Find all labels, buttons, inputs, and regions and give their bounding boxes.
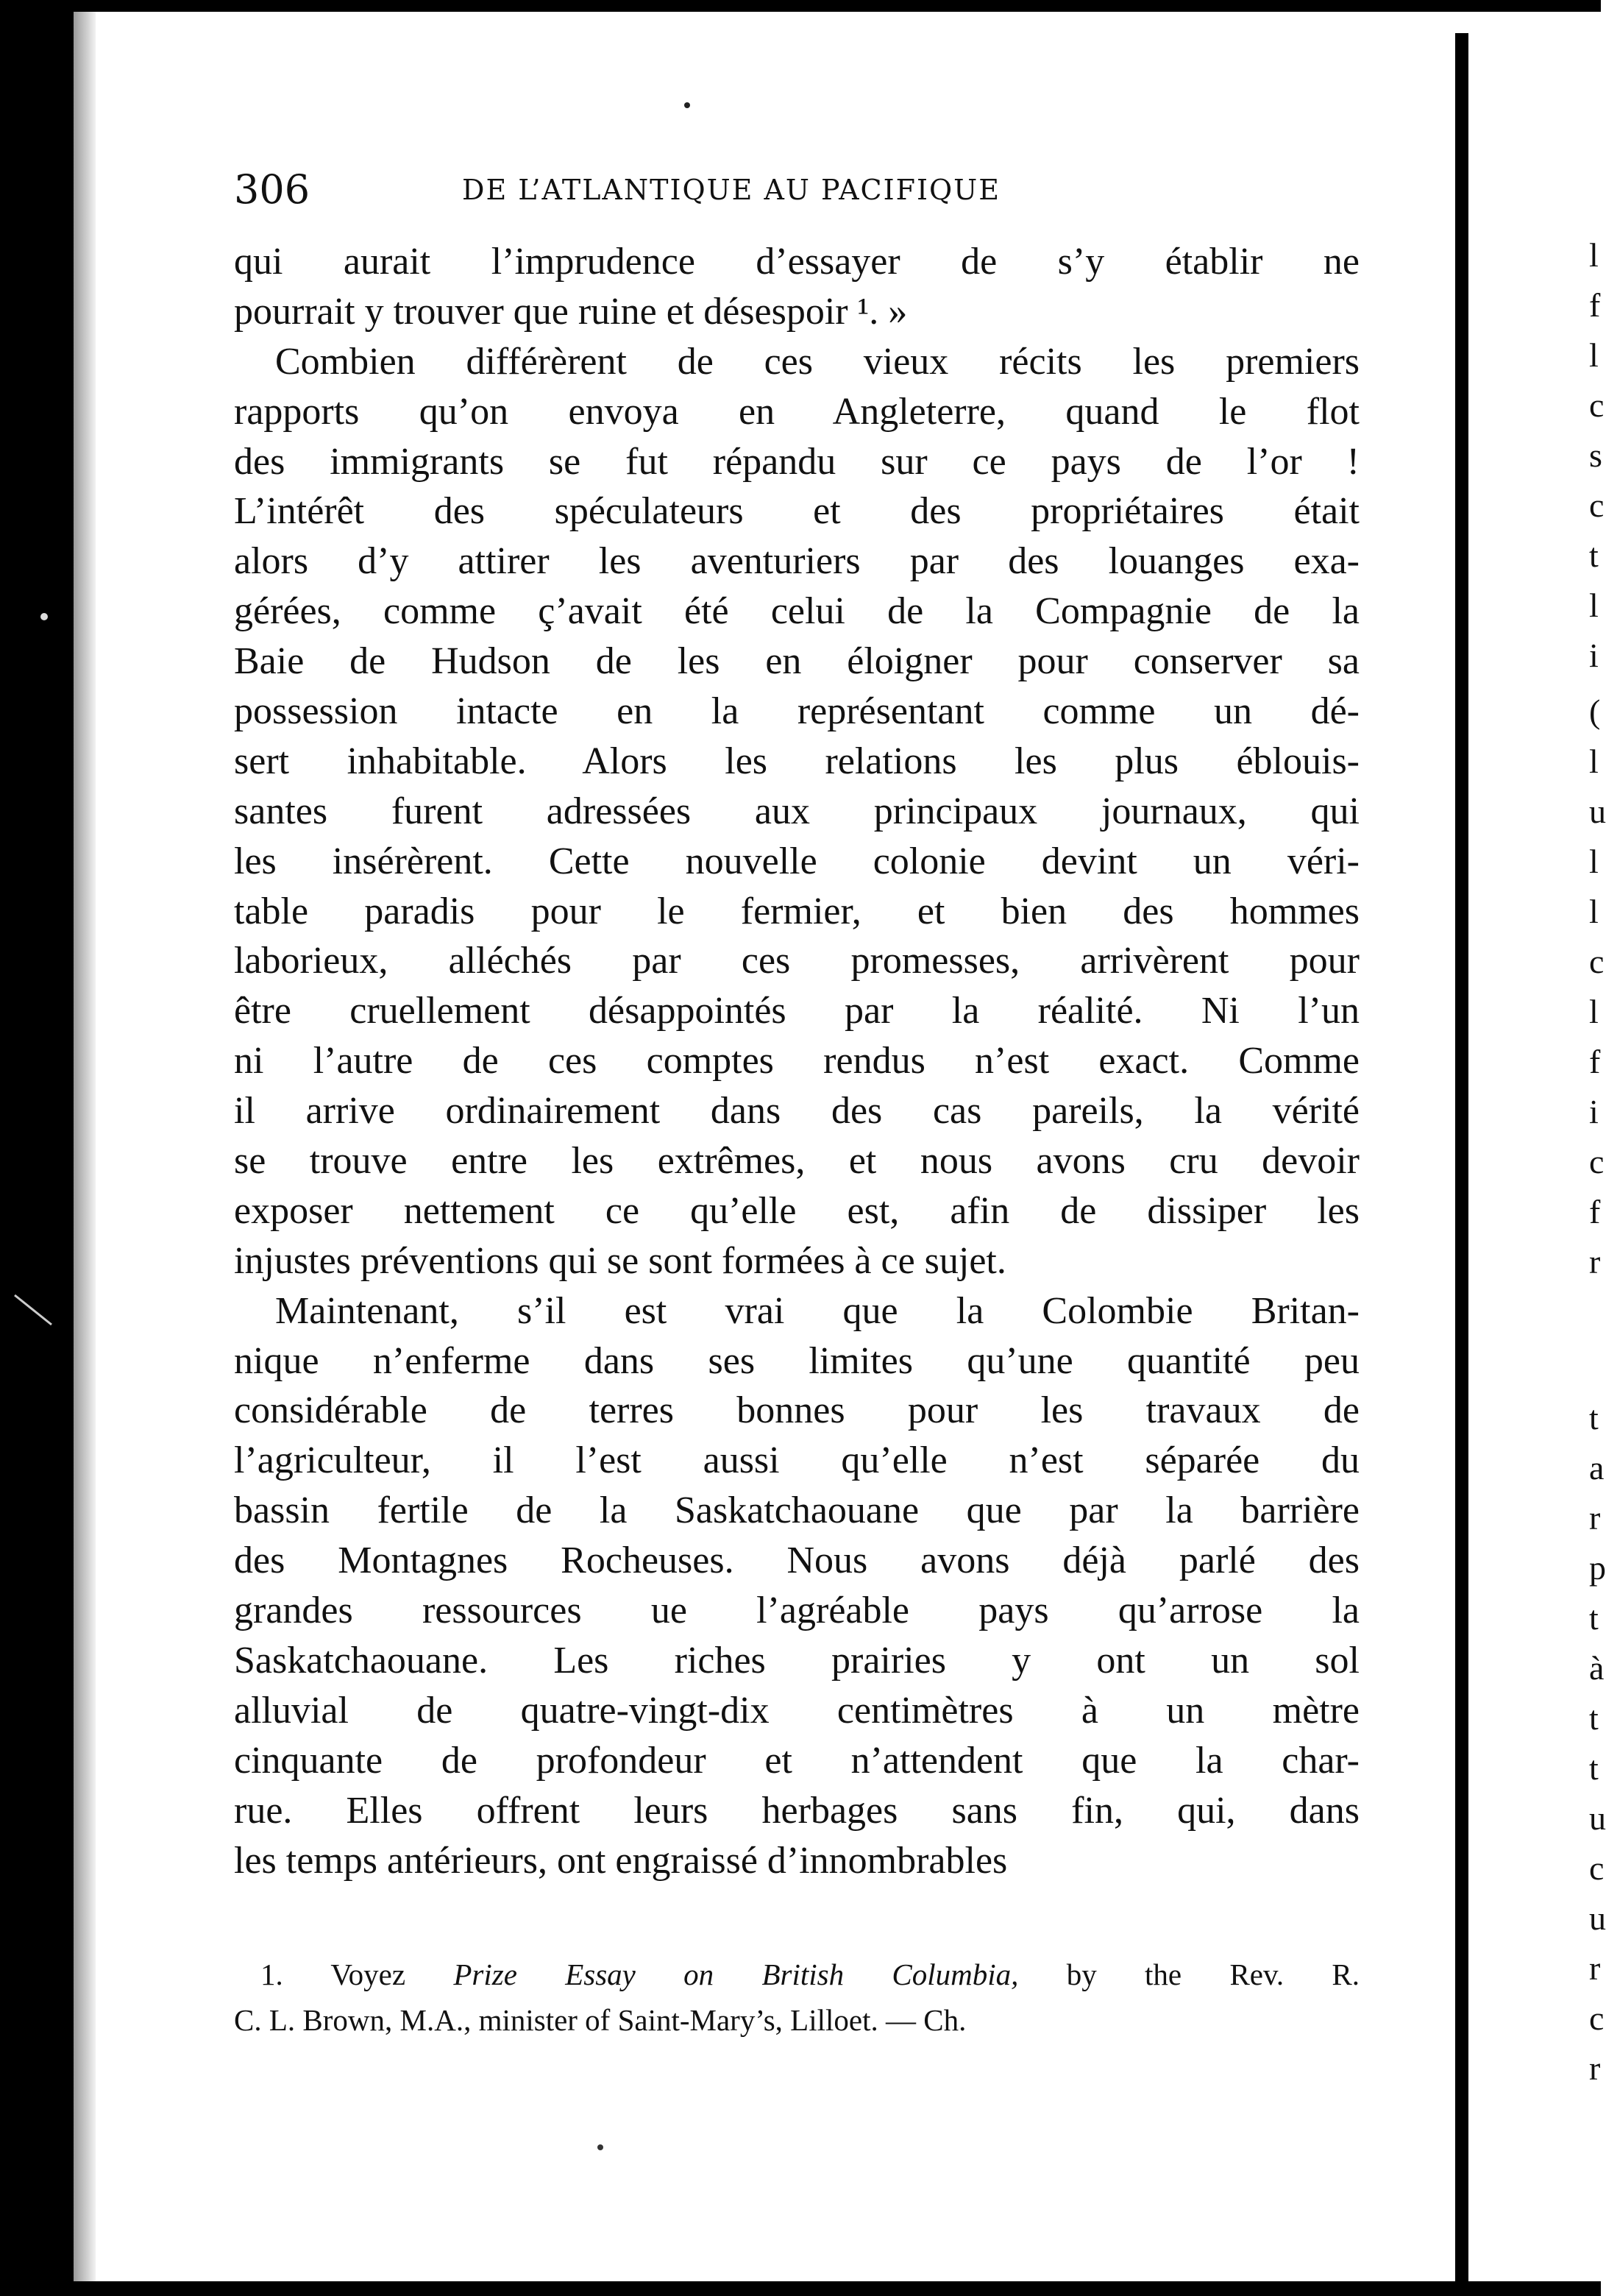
text-line: rue. Elles offrent leurs herbages sans fin, qui, dans (234, 1789, 1360, 1832)
facing-page-char: r (1589, 1243, 1601, 1280)
facing-page-char: t (1589, 1599, 1599, 1637)
facing-page-char: f (1589, 1043, 1601, 1080)
text-line: se trouve entre les extrêmes, et nous avons cru devoir (234, 1140, 1360, 1183)
text-line: l’agriculteur, il l’est aussi qu’elle n’est séparée du (234, 1439, 1360, 1482)
facing-page-char: c (1589, 1143, 1605, 1180)
facing-page-char: s (1589, 436, 1602, 474)
text-line: être cruellement désappointés par la réalité. Ni l’un (234, 990, 1360, 1032)
text-line: pourrait y trouver que ruine et désespoir ¹. » (234, 290, 908, 333)
text-line: des Montagnes Rocheuses. Nous avons déjà parlé des (234, 1539, 1360, 1582)
text-line: sert inhabitable. Alors les relations les plus éblouis- (234, 740, 1360, 782)
text-line: alluvial de quatre-vingt-dix centimètres à un mètre (234, 1689, 1360, 1732)
footnote-text: by the Rev. R. (1018, 1957, 1360, 1991)
running-title: DE L’ATLANTIQUE AU PACIFIQUE (462, 174, 1001, 206)
facing-page-char: f (1589, 286, 1601, 324)
text-line: possession intacte en la représentant comme un dé- (234, 690, 1360, 733)
text-line: exposer nettement ce qu’elle est, afin de dissiper les (234, 1189, 1360, 1232)
facing-page-char: c (1589, 943, 1605, 980)
text-line: ni l’autre de ces comptes rendus n’est exact. Comme (234, 1040, 1360, 1083)
facing-page-char: i (1589, 1093, 1599, 1130)
facing-page-char: l (1589, 236, 1599, 274)
text-line: Baie de Hudson de les en éloigner pour conserver sa (234, 640, 1360, 683)
page-number: 306 (234, 166, 310, 213)
facing-page-char: l (1589, 993, 1599, 1030)
facing-page-char: t (1589, 1699, 1599, 1737)
facing-page-char: r (1589, 1949, 1601, 1987)
facing-page-char: r (1589, 2049, 1601, 2087)
facing-page-char: l (1589, 843, 1599, 880)
facing-page-char: t (1589, 536, 1599, 574)
text-line: grandes ressources ue l’agréable pays qu’arrose la (234, 1590, 1360, 1632)
facing-page-char: t (1589, 1749, 1599, 1787)
facing-page-char: l (1589, 336, 1599, 374)
facing-page-char: c (1589, 386, 1605, 424)
facing-page-char: l (1589, 893, 1599, 930)
text-line: qui aurait l’imprudence d’essayer de s’y établir ne (234, 241, 1360, 283)
facing-page-char: f (1589, 1193, 1601, 1230)
text-line: santes furent adressées aux principaux journaux, qui (234, 790, 1360, 832)
facing-page-char: l (1589, 743, 1599, 780)
facing-page-char: r (1589, 1499, 1601, 1537)
text-line: gérées, comme ç’avait été celui de la Compagnie de la (234, 590, 1360, 633)
facing-page-char: u (1589, 793, 1606, 830)
text-line: laborieux, alléchés par ces promesses, arrivèrent pour (234, 940, 1360, 982)
text-line: cinquante de profondeur et n’attendent que la char- (234, 1739, 1360, 1782)
text-line: des immigrants se fut répandu sur ce pays de l’or ! (234, 440, 1360, 483)
text-line: considérable de terres bonnes pour les travaux de (234, 1389, 1360, 1432)
text-line: nique n’enferme dans ses limites qu’une quantité peu (234, 1339, 1360, 1382)
text-line: bassin fertile de la Saskatchaouane que par la barrière (234, 1489, 1360, 1532)
text-line: table paradis pour le fermier, et bien des hommes (234, 890, 1360, 932)
facing-page-char: p (1589, 1549, 1606, 1587)
text-line: injustes préventions qui se sont formées à ce sujet. (234, 1239, 1006, 1282)
facing-page-char: u (1589, 1799, 1606, 1837)
text-line: Combien différèrent de ces vieux récits les premiers (275, 340, 1360, 383)
facing-page-char: c (1589, 486, 1605, 524)
footnote-italic-title: Prize Essay on British Columbia, (453, 1957, 1019, 1991)
footnote-line: C. L. Brown, M.A., minister of Saint-Mary’s, Lilloet. — Ch. (234, 2003, 967, 2037)
text-line: Maintenant, s’il est vrai que la Colombie Britan- (275, 1289, 1360, 1332)
footnote-text: 1. Voyez (260, 1957, 454, 1991)
facing-page-char: à (1589, 1649, 1605, 1687)
text-line: il arrive ordinairement dans des cas pareils, la vérité (234, 1090, 1360, 1133)
facing-page-char: c (1589, 1849, 1605, 1887)
text-line: L’intérêt des spéculateurs et des propriétaires était (234, 490, 1360, 533)
text-line: les insérèrent. Cette nouvelle colonie devint un véri- (234, 840, 1360, 882)
facing-page-char: t (1589, 1399, 1599, 1436)
facing-page-char: l (1589, 587, 1599, 624)
facing-page-char: c (1589, 1999, 1605, 2037)
facing-page-char: a (1589, 1449, 1605, 1487)
text-line: les temps antérieurs, ont engraissé d’innombrables (234, 1839, 1008, 1882)
text-line: Saskatchaouane. Les riches prairies y ont un sol (234, 1639, 1360, 1682)
facing-page-char: i (1589, 637, 1599, 674)
facing-page-char: u (1589, 1899, 1606, 1937)
facing-page-char: ( (1589, 692, 1601, 730)
text-line: rapports qu’on envoya en Angleterre, quand le flot (234, 390, 1360, 433)
text-line: alors d’y attirer les aventuriers par des louanges exa- (234, 540, 1360, 583)
